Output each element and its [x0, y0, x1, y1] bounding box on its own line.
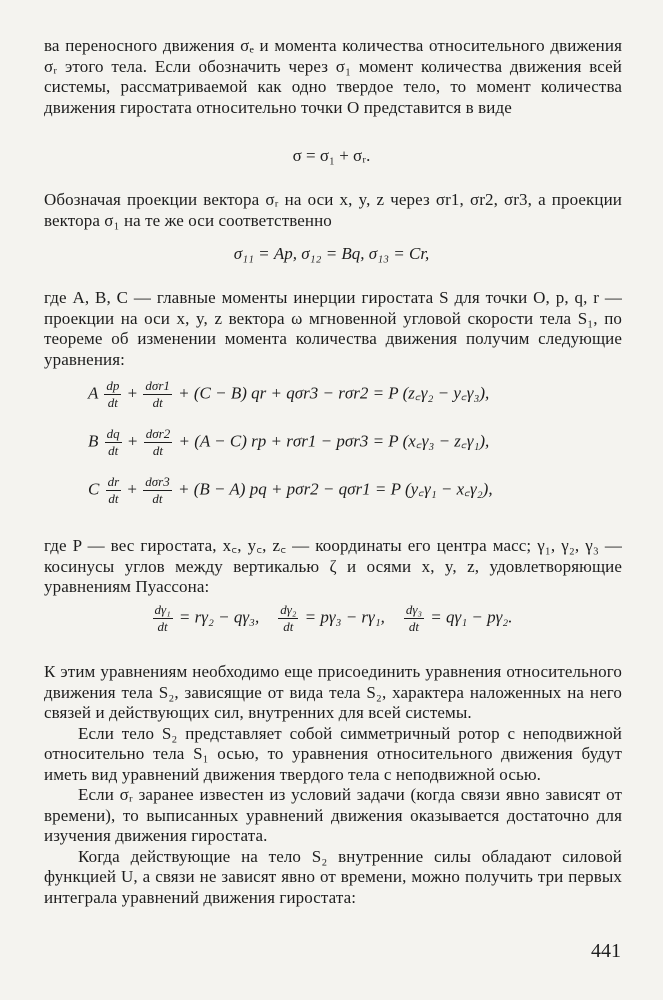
fraction	[153, 602, 173, 635]
fraction-numerator: dp	[106, 378, 120, 393]
euler-equation-3: C $\frac{dr}{dt}$ + $\frac{\text{dσr3}}{dt}$ + (B − A) pq + pσr2 − qσr1 = P (y꜀γ₁ − x꜀γ₂),	[88, 474, 493, 506]
euler-coef: B	[88, 431, 99, 451]
fraction-numerator: dq	[106, 426, 120, 441]
fraction	[143, 474, 171, 507]
fraction-denominator: dt	[108, 491, 119, 506]
paragraph-4: где P — вес гиростата, x꜀, y꜀, z꜀ — координаты его центра масс; γ₁, γ₂, γ₃ — косинусы углов между вертикалью ζ и осями x, y, z, удовлетворяющие уравнениям Пуассона:	[44, 536, 622, 596]
fraction-denominator: dt	[152, 491, 163, 506]
fraction	[278, 602, 298, 635]
fraction-numerator: dσr2	[145, 426, 171, 441]
fraction	[106, 474, 122, 507]
euler-rest: + (C − B) qr + qσr3 − rσr2 = P (z꜀γ₂ − y꜀γ₃),	[178, 383, 490, 403]
fraction-denominator: dt	[152, 443, 164, 458]
poisson-rhs: = rγ₂ − qγ₃,	[178, 607, 260, 627]
text-block-theorem	[44, 288, 622, 370]
paragraph-1: ва переносного движения σₑ и момента количества относительного движения σᵣ этого тела. Если обозначить через σ₁ момент количества движения всей системы, рассматриваемой как одно твердое тело, то момент количества движения гиростата относительно точки O представится в виде	[44, 36, 622, 117]
fraction-denominator: dt	[283, 619, 294, 634]
fraction-numerator: dγ₂	[280, 602, 297, 617]
fraction-denominator: dt	[108, 443, 119, 458]
page-number: 441	[591, 940, 621, 962]
text-block-bottom	[44, 662, 622, 908]
paragraph-7: Если σᵣ заранее известен из условий задачи (когда связи явно зависят от времени), то выписанных уравнений движения оказывается достаточно для изучения движения гиростата.	[44, 785, 622, 845]
paragraph-5: К этим уравнениям необходимо еще присоединить уравнения относительного движения тела S₂, зависящие от вида тела S₂, характера наложенных на него связей и действующих сил, внутренних для всей системы.	[44, 662, 622, 722]
paragraph-6: Если тело S₂ представляет собой симметричный ротор с неподвижной относительно тела S₁ осью, то уравнения относительного движения будут иметь вид уравнений движения твердого тела с неподвижной осью.	[44, 723, 622, 784]
euler-coef: A	[88, 383, 99, 403]
fraction-numerator: dγ₁	[154, 602, 171, 617]
fraction-denominator: dt	[408, 619, 420, 634]
euler-rest: + (B − A) pq + pσr2 − qσr1 = P (y꜀γ₁ − x꜀γ₂),	[177, 479, 493, 499]
poisson-rhs: = qγ₁ − pγ₂.	[430, 607, 513, 627]
euler-equation-2: B $\frac{dq}{dt}$ + $\frac{\text{dσr2}}{dt}$ + (A − C) rp + rσr1 − pσr3 = P (x꜀γ₃ − z꜀γ₁),	[88, 426, 490, 458]
euler-coef: C	[88, 479, 100, 499]
poisson-rhs: = pγ₃ − rγ₁,	[304, 607, 385, 627]
fraction-numerator: dγ₃	[405, 602, 423, 617]
fraction-denominator: dt	[157, 619, 168, 634]
paragraph-2: Обозначая проекции вектора σᵣ на оси x, y, z через σr1, σr2, σr3, а проекции вектора σ₁ на те же оси соответственно	[44, 190, 622, 230]
paragraph-8: Когда действующие на тело S₂ внутренние силы обладают силовой функцией U, а связи не зависят явно от времени, можно получить три первых интеграла уравнений движения гиростата:	[44, 846, 622, 907]
paragraph-3: где A, B, C — главные моменты инерции гиростата S для точки O, p, q, r — проекции на оси x, y, z вектора ω мгновенной угловой скорости тела S₁, по теореме об изменении момента количества движения получим следующие уравнения:	[44, 288, 622, 369]
fraction-numerator: dσr3	[145, 474, 170, 489]
fraction-numerator: dσr1	[145, 378, 170, 393]
fraction	[105, 426, 122, 459]
fraction-denominator: dt	[152, 395, 163, 410]
text-block-projections	[44, 190, 622, 231]
fraction	[404, 602, 424, 635]
text-block-poisson-intro	[44, 536, 622, 598]
fraction	[143, 378, 171, 411]
euler-rest: + (A − C) rp + rσr1 − pσr3 = P (x꜀γ₃ − z꜀γ₁),	[178, 431, 490, 451]
fraction-denominator: dt	[107, 395, 118, 410]
equation-sigma-sum: σ = σ₁ + σᵣ.	[292, 146, 371, 165]
text-block-top	[44, 36, 622, 118]
poisson-equations	[0, 602, 663, 635]
fraction	[104, 378, 121, 411]
euler-equation-1: A $\frac{dp}{dt}$ + $\frac{\text{dσr1}}{dt}$ + (C − B) qr + qσr3 − rσr2 = P (z꜀γ₂ − y꜀γ₃),	[88, 378, 490, 410]
equation-moments: σ₁₁ = Ap, σ₁₂ = Bq, σ₁₃ = Cr,	[233, 244, 430, 263]
fraction-numerator: dr	[107, 474, 120, 489]
fraction	[144, 426, 172, 459]
